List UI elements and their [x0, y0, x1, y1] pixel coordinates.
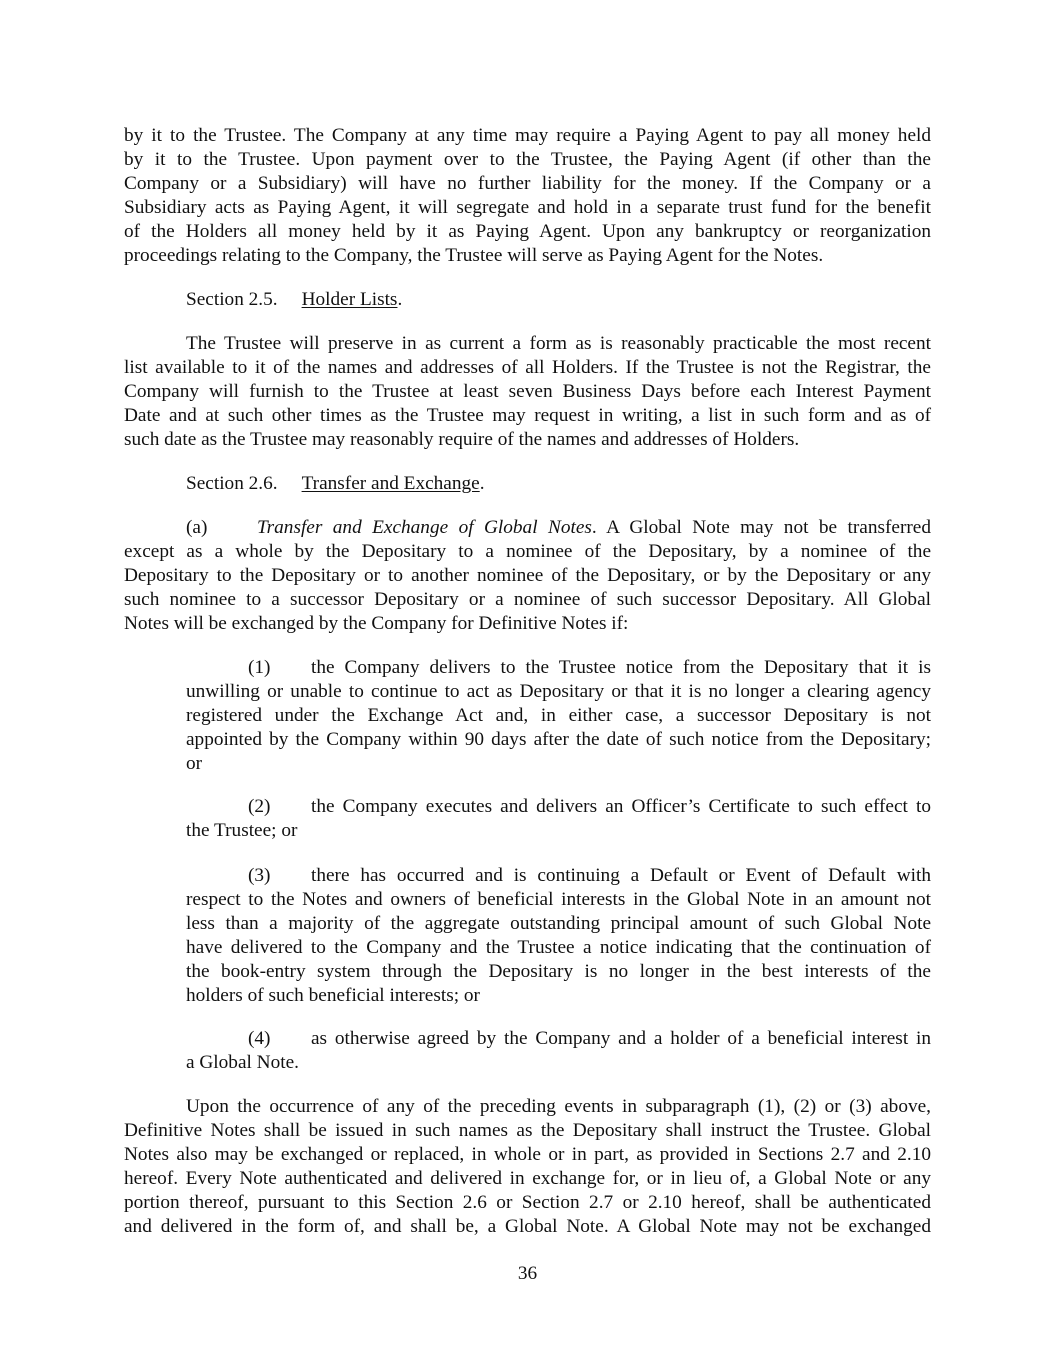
text-line: have delivered to the Company and the Trustee a notice indicating that the continuation of: [186, 937, 931, 958]
text-line: unwilling or unable to continue to act as Depositary or that it is no longer a clearing agency: [186, 681, 931, 702]
clause-a-label: (a): [186, 517, 208, 538]
text-line: and delivered in the form of, and shall be, a Global Note. A Global Note may not be exchanged: [124, 1216, 931, 1237]
text-line: registered under the Exchange Act and, in either case, a successor Depositary is not: [186, 705, 931, 726]
text-line: portion thereof, pursuant to this Section 2.6 or Section 2.7 or 2.10 hereof, shall be authenticated: [124, 1192, 931, 1213]
text-line: Subsidiary acts as Paying Agent, it will segregate and hold in a separate trust fund for the benefit: [124, 197, 931, 218]
text-line: Company or a Subsidiary) will have no further liability for the money. If the Company or a: [124, 173, 931, 194]
clause-a-title: Transfer and Exchange of Global Notes: [257, 517, 592, 538]
text-line: holders of such beneficial interests; or: [186, 985, 480, 1006]
text-line: Date and at such other times as the Trustee may request in writing, a list in such form and as of: [124, 405, 931, 426]
text-line: proceedings relating to the Company, the Trustee will serve as Paying Agent for the Notes.: [124, 245, 824, 266]
text-line: the Company executes and delivers an Officer’s Certificate to such effect to: [311, 796, 931, 817]
item-label: (2): [248, 796, 271, 817]
text-line: the book-entry system through the Depositary is no longer in the best interests of the: [186, 961, 931, 982]
text-line: Notes will be exchanged by the Company for Definitive Notes if:: [124, 613, 629, 634]
text-line: respect to the Notes and owners of beneficial interests in the Global Note in an amount not: [186, 889, 931, 910]
clause-a-text: . A Global Note may not be transferred: [591, 517, 931, 538]
page-number: 36: [517, 1263, 538, 1284]
text-line: The Trustee will preserve in as current a form as is reasonably practicable the most recent: [186, 333, 931, 354]
section-period: .: [479, 473, 485, 494]
item-label: (4): [248, 1028, 271, 1049]
item-label: (1): [248, 657, 271, 678]
text-line: except as a whole by the Depositary to a nominee of the Depositary, by a nominee of the: [124, 541, 931, 562]
text-line: Notes also may be exchanged or replaced, in whole or in part, as provided in Sections 2.7 and 2.10: [124, 1144, 931, 1165]
section-title: Transfer and Exchange: [301, 473, 480, 494]
text-line: appointed by the Company within 90 days after the date of such notice from the Depositary;: [186, 729, 931, 750]
text-line: or: [186, 753, 203, 774]
text-line: such date as the Trustee may reasonably require of the names and addresses of Holders.: [124, 429, 800, 450]
item-label: (3): [248, 865, 271, 886]
section-2-6-heading: [186, 472, 485, 496]
text-line: the Company delivers to the Trustee notice from the Depositary that it is: [311, 657, 931, 678]
section-period: .: [397, 289, 403, 310]
section-number: Section 2.5.: [186, 289, 278, 310]
text-line: list available to it of the names and addresses of all Holders. If the Trustee is not the Registrar, the: [124, 357, 931, 378]
text-line: as otherwise agreed by the Company and a holder of a beneficial interest in: [311, 1028, 931, 1049]
text-line: of the Holders all money held by it as Paying Agent. Upon any bankruptcy or reorganization: [124, 221, 931, 242]
text-line: a Global Note.: [186, 1052, 299, 1073]
text-line: Depositary to the Depositary or to another nominee of the Depositary, or by the Depositary or any: [124, 565, 931, 586]
text-line: such nominee to a successor Depositary or a nominee of such successor Depositary. All Global: [124, 589, 931, 610]
text-line: the Trustee; or: [186, 820, 298, 841]
text-line: by it to the Trustee. Upon payment over to the Trustee, the Paying Agent (if other than the: [124, 149, 931, 170]
section-2-5-heading: [186, 288, 402, 312]
section-title: Holder Lists: [301, 289, 398, 310]
text-line: there has occurred and is continuing a Default or Event of Default with: [311, 865, 931, 886]
text-line: Definitive Notes shall be issued in such names as the Depositary shall instruct the Trustee. Global: [124, 1120, 931, 1141]
text-line: hereof. Every Note authenticated and delivered in exchange for, or in lieu of, a Global Note or any: [124, 1168, 931, 1189]
text-line: Upon the occurrence of any of the preceding events in subparagraph (1), (2) or (3) above,: [186, 1096, 931, 1117]
text-line: Company will furnish to the Trustee at least seven Business Days before each Interest Payment: [124, 381, 931, 402]
clause-a-first-line: [257, 516, 931, 540]
text-line: less than a majority of the aggregate outstanding principal amount of such Global Note: [186, 913, 931, 934]
text-line: by it to the Trustee. The Company at any time may require a Paying Agent to pay all money held: [124, 125, 931, 146]
section-number: Section 2.6.: [186, 473, 278, 494]
